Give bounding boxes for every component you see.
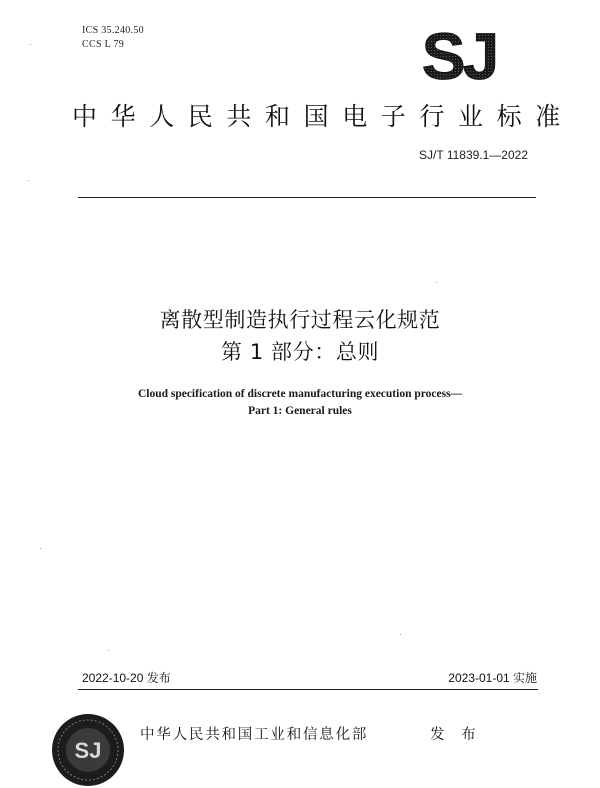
- seal-text: SJ: [74, 738, 102, 763]
- scan-speck: [40, 548, 41, 549]
- title-en-part: Part 1: General rules: [248, 405, 352, 417]
- ics-code: ICS 35.240.50: [82, 25, 144, 36]
- scan-speck: [400, 634, 401, 635]
- scan-speck: [436, 282, 437, 283]
- footer-divider: [78, 689, 538, 690]
- title-zh-main: 离散型制造执行过程云化规范: [159, 308, 441, 332]
- issue-date: 2022-10-20 发布: [82, 671, 171, 685]
- sj-logo-icon: [418, 28, 500, 82]
- standard-number: SJ/T 11839.1—2022: [419, 148, 528, 162]
- publish-label: 发 布: [430, 727, 482, 743]
- scan-speck: [108, 650, 109, 651]
- header-divider: [78, 197, 536, 198]
- ministry-seal-icon: [50, 712, 126, 788]
- title-zh-part: 第 1 部分：总则: [220, 340, 380, 364]
- ccs-code: CCS L 79: [82, 39, 125, 50]
- scan-speck: [30, 44, 31, 45]
- logo-text: SJ: [421, 28, 497, 82]
- implementation-date: 2023-01-01 实施: [448, 671, 537, 685]
- scan-speck: [28, 180, 29, 181]
- publisher-name: 中华人民共和国工业和信息化部: [140, 727, 369, 743]
- title-en-main: Cloud specification of discrete manufacturing execution process—: [137, 388, 463, 400]
- standard-category-title: 中华人民共和国电子行业标准: [72, 102, 574, 131]
